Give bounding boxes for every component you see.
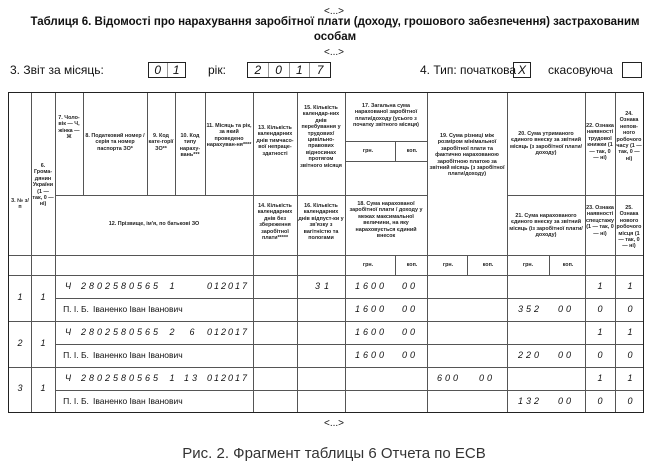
row3-name-label: П. І. Б. <box>63 396 89 406</box>
row3-gender: Ч <box>64 373 72 383</box>
ellipsis-top: <...> <box>323 6 344 17</box>
row1-flag22: 1 <box>597 281 603 291</box>
header-18-grn: грн. <box>362 262 374 268</box>
header-25: 25. Ознака нового робочого місця (1 — так, 0 — ні) <box>616 205 642 250</box>
initial-checkbox[interactable]: X <box>513 62 531 78</box>
row3-flag23: 0 <box>597 396 603 406</box>
row1-period: 012017 <box>206 281 250 291</box>
header-14: 14. Кількість календарних днів без збереження заробітної плати***** <box>257 203 293 242</box>
row2-flag23: 0 <box>597 350 603 360</box>
figure-caption: Рис. 2. Фрагмент таблицы 6 Отчета по ЕСВ <box>182 445 486 462</box>
header-21-grn: грн. <box>522 262 534 268</box>
section4-label: 4. Тип: початкова <box>420 63 517 77</box>
ellipsis-after-title: <...> <box>323 47 344 58</box>
row2-accrual-type: 6 <box>189 327 195 337</box>
table-title: Таблиця 6. Відомості про нарахування заробітної плати (доходу, грошового забезпечення) застрахованим особам <box>30 16 640 43</box>
row1-category: 1 <box>169 281 175 291</box>
esv-table-6 <box>8 92 644 413</box>
row3-flag25: 0 <box>627 396 633 406</box>
row1-kop21: 00 <box>557 304 574 314</box>
row3-tax-id: 2802580565 <box>81 373 162 383</box>
row3-period: 012017 <box>206 373 250 383</box>
header-15: 15. Кількість календар-них днів перебування у трудових/ цивільно-правових відносинах протягом звітного місяця <box>300 105 342 169</box>
header-22: 22. Ознака наявності трудової книжки (1 — так, 0 — ні) <box>586 123 614 162</box>
month-digit: 0 <box>149 63 168 77</box>
cancel-label: скасовуюча <box>548 63 613 77</box>
year-digit: 1 <box>290 63 311 77</box>
year-field <box>247 62 331 78</box>
header-16: 16. Кількість календарних днів відпуст-ки у зв'язку з вагітністю та пологами <box>298 203 344 242</box>
row2-period: 012017 <box>206 327 250 337</box>
header-17-grn: грн. <box>362 148 374 154</box>
header-12: 12. Прізвище, ім'я, по батькові ЗО <box>108 221 200 227</box>
header-23: 23. Ознака наявності спецстажу (1 — так, 0 — ні) <box>586 205 614 237</box>
row3-citizen: 1 <box>40 383 46 393</box>
row1-flag24: 1 <box>627 281 633 291</box>
year-label: рік: <box>208 63 226 77</box>
row3-amount21: 132 <box>517 396 543 406</box>
header-17: 17. Загальна сума нарахованої заробітної плати/доходу (усього з початку звітного місяця) <box>353 103 419 129</box>
row1-days: 31 <box>314 281 333 291</box>
row2-amount18: 1600 <box>354 350 388 360</box>
row1-amount21: 352 <box>517 304 543 314</box>
row3-kop21: 00 <box>557 396 574 406</box>
row2-number: 2 <box>17 338 23 348</box>
row2-flag25: 0 <box>627 350 633 360</box>
row1-kop18: 00 <box>401 304 418 314</box>
cancel-checkbox[interactable] <box>622 62 642 78</box>
header-19: 19. Сума різниці між розміром мінімальної заробітної плати та фактично нарахованою заробітною платою за звітний місяць (з заробітної плати/доходу) <box>429 133 505 178</box>
row2-gender: Ч <box>64 327 72 337</box>
header-24: 24. Ознака непов-ного робочого часу (1 — так, 0 — ні) <box>616 111 642 162</box>
row3-number: 3 <box>17 383 23 393</box>
header-18: 18. Сума нарахованої заробітної плати / доходу у межах максимальної величини, на яку нараховується єдиний внесок <box>349 201 423 240</box>
month-digit: 1 <box>172 63 180 77</box>
row3-flag22: 1 <box>597 373 603 383</box>
header-11: 11. Місяць та рік, за який проведено нарахуван-ня**** <box>206 123 252 149</box>
header-13: 13. Кількість календарних днів тимчасо-вої непраце-здатності <box>256 125 294 157</box>
year-digit: 0 <box>269 63 290 77</box>
row1-amount18: 1600 <box>354 304 388 314</box>
row3-flag24: 1 <box>627 373 633 383</box>
row2-kop17: 00 <box>401 327 418 337</box>
row2-kop21: 00 <box>557 350 574 360</box>
row2-tax-id: 2802580565 <box>81 327 162 337</box>
header-3: 3. № з/п <box>11 198 29 211</box>
month-field <box>148 62 186 78</box>
header-9: 9. Код кате-горії ЗО** <box>148 133 174 152</box>
row3-accrual-type: 13 <box>183 373 200 383</box>
row2-name-label: П. І. Б. <box>63 350 89 360</box>
ellipsis-bottom: <...> <box>323 418 344 429</box>
row1-number: 1 <box>17 292 23 302</box>
row3-amount19: 600 <box>436 373 462 383</box>
row2-amount21: 220 <box>517 350 543 360</box>
row2-kop18: 00 <box>401 350 418 360</box>
row1-tax-id: 2802580565 <box>81 281 162 291</box>
row3-category: 1 <box>169 373 175 383</box>
year-digit: 7 <box>316 63 324 77</box>
header-19-grn: грн. <box>442 262 454 268</box>
header-19-kop: коп. <box>482 262 494 268</box>
row1-gender: Ч <box>64 281 72 291</box>
row1-flag23: 0 <box>597 304 603 314</box>
header-7: 7. Чоло-вік — Ч, жінка — Ж <box>58 115 80 141</box>
header-18-kop: коп. <box>406 262 418 268</box>
row2-name: Іваненко Іван Іванович <box>93 350 183 360</box>
header-21-kop: коп. <box>562 262 574 268</box>
row3-name: Іваненко Іван Іванович <box>93 396 183 406</box>
row2-category: 2 <box>169 327 175 337</box>
header-8: 8. Податковий номер / серія та номер паспорта ЗО* <box>85 133 145 152</box>
row2-citizen: 1 <box>40 338 46 348</box>
row1-flag25: 0 <box>627 304 633 314</box>
row2-flag24: 1 <box>627 327 633 337</box>
row1-kop17: 00 <box>401 281 418 291</box>
row1-name-label: П. І. Б. <box>63 304 89 314</box>
year-digit: 2 <box>248 63 269 77</box>
row1-amount17: 1600 <box>354 281 388 291</box>
section3-label: 3. Звіт за місяць: <box>10 63 104 77</box>
row3-kop19: 00 <box>478 373 495 383</box>
row1-name: Іваненко Іван Іванович <box>93 304 183 314</box>
row1-citizen: 1 <box>40 292 46 302</box>
header-17-kop: коп. <box>406 148 418 154</box>
header-21: 21. Сума нарахованого єдиного внеску за звітний місяць (із заробітної плати/доходу) <box>509 213 583 239</box>
header-20: 20. Сума утриманого єдиного внеску за звітний місяць (з заробітної плати/доходу) <box>509 131 583 157</box>
header-6: 6. Грома-дянин України (1 — так, 0 — ні) <box>32 163 54 208</box>
row2-flag22: 1 <box>597 327 603 337</box>
row2-amount17: 1600 <box>354 327 388 337</box>
header-10: 10. Код типу нараху-вань*** <box>179 133 201 159</box>
